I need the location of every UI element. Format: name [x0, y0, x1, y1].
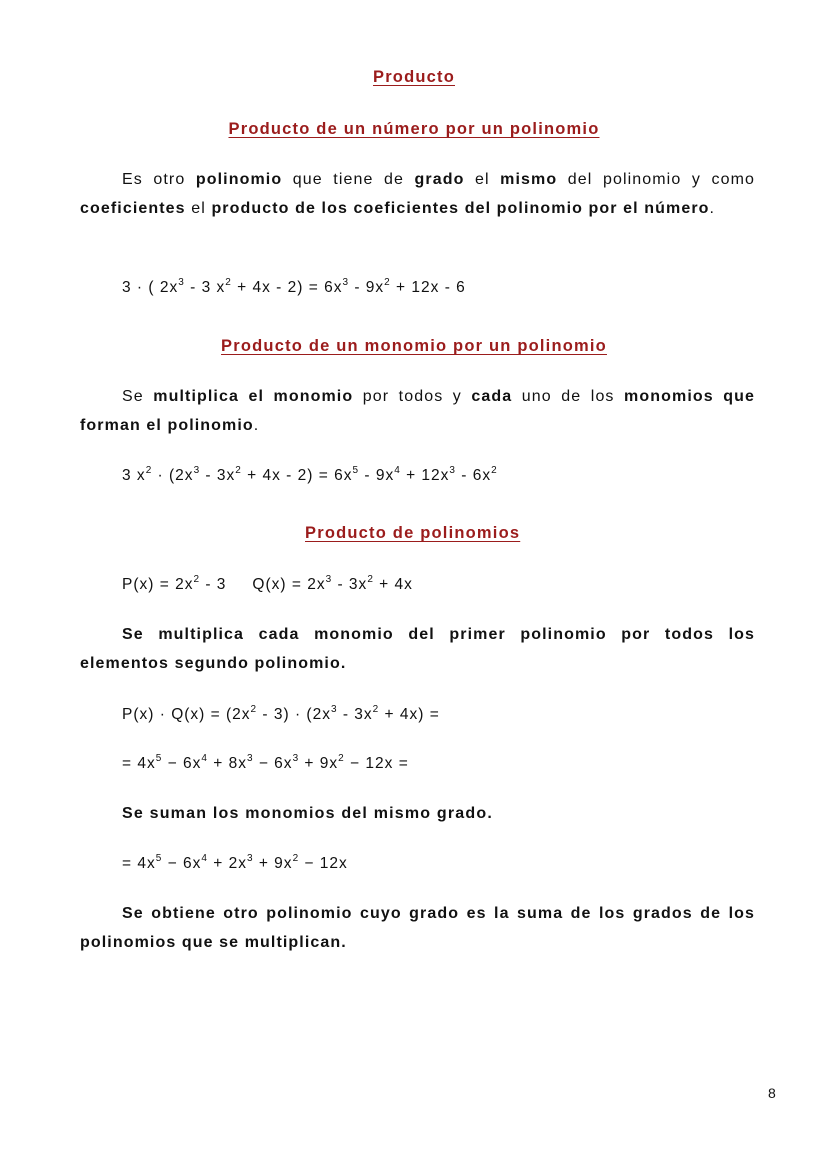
formula-number-poly: 3 · ( $2x^3 - 3$ $x^2 + 4x - 2) = 6x^3 - 9x^2 + 12x - 6$	[122, 277, 466, 297]
formula-product-setup: $P(x) \cdot Q(x) = (2x^2 - 3) \cdot (2x^3 - 3x^2 + 4x)$ =	[122, 704, 440, 724]
paragraph-monomial-poly: Se multiplica el monomio por todos y cada uno de los monomios que forman el polinomio.	[80, 388, 755, 434]
paragraph-degree-conclusion: Se obtiene otro polinomio cuyo grado es la suma de los grados de los polinomios que se multiplican.	[80, 905, 755, 951]
formula-product-expanded: = $4x^5 - 6x^4 + 8x^3 - 6x^3 + 9x^2 - 12x$ =	[122, 753, 409, 773]
formula-monomial-poly: 3 $x^2 \cdot (2x^3 - 3x^2 + 4x - 2) = 6x^5 - 9x^4 + 12x^3 - 6x^2$	[122, 465, 498, 485]
section-heading-poly-poly: Producto de polinomios	[305, 524, 521, 542]
paragraph-poly-rule: Se multiplica cada monomio del primer polinomio por todos los elementos segundo polinomio.	[80, 626, 755, 672]
formula-definitions: $P(x) = 2x^2 - 3$ $Q(x) = 2x^3 - 3x^2 + 4x$	[122, 574, 413, 594]
paragraph-sum-like-terms: Se suman los monomios del mismo grado.	[122, 805, 493, 822]
paragraph-number-poly: Es otro polinomio que tiene de grado el mismo del polinomio y como coeficientes el producto de los coeficientes del polinomio por el número.	[80, 171, 755, 217]
page-number: 8	[768, 1085, 776, 1101]
section-heading-monomial-poly: Producto de un monomio por un polinomio	[221, 337, 607, 355]
formula-product-result: = $4x^5 - 6x^4 + 2x^3 + 9x^2 - 12x$	[122, 853, 348, 873]
page-title: Producto	[372, 68, 455, 86]
section-heading-number-poly: Producto de un número por un polinomio	[228, 120, 600, 138]
